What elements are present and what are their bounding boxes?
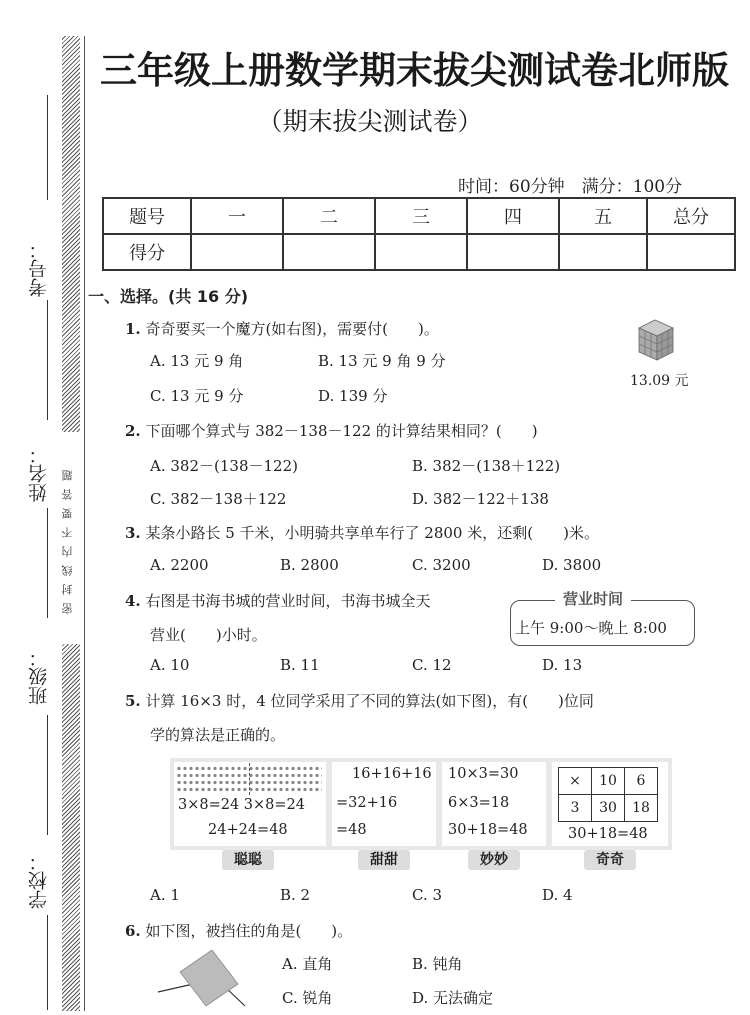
score-cell[interactable] — [375, 234, 467, 270]
grid-cell: × — [559, 768, 592, 795]
name-label: 姓名： — [28, 445, 50, 502]
grid-cell: 10 — [592, 768, 625, 795]
class-blank — [47, 508, 48, 618]
page-title: 三年级上册数学期末拔尖测试卷北师版 — [100, 49, 729, 92]
option-d[interactable]: D. 382－122＋138 — [412, 490, 549, 508]
exam-no-label: 考号： — [28, 240, 50, 297]
hidden-angle-figure — [150, 950, 260, 1010]
score-header-cell: 四 — [467, 198, 559, 234]
score-table — [102, 197, 736, 271]
student-name-tag: 妙妙 — [468, 850, 520, 870]
question-number: 1. — [125, 320, 141, 338]
time-score-info: 时间：60分钟 满分：100分 — [458, 177, 683, 197]
option-c[interactable]: C. 13 元 9 分 — [150, 387, 244, 405]
question-text: 右图是书海书城的营业时间，书海书城全天 — [145, 592, 431, 610]
score-header-cell: 一 — [191, 198, 283, 234]
student-name-tag: 甜甜 — [358, 850, 410, 870]
option-b[interactable]: B. 钝角 — [412, 955, 463, 973]
name-blank-top — [47, 300, 48, 420]
question-3 — [125, 522, 599, 543]
school-label: 学校： — [28, 852, 50, 909]
score-header-cell: 三 — [375, 198, 467, 234]
grid-cell: 18 — [625, 795, 658, 822]
method-text: =48 — [336, 822, 367, 838]
option-d[interactable]: D. 无法确定 — [412, 989, 494, 1007]
option-c[interactable]: C. 12 — [412, 656, 452, 674]
option-c[interactable]: C. 382－138＋122 — [150, 490, 287, 508]
method-text: 30+18=48 — [568, 826, 648, 842]
option-a[interactable]: A. 382－(138－122) — [150, 457, 298, 475]
rubiks-cube-icon — [635, 318, 677, 362]
question-text-cont: 学的算法是正确的。 — [150, 726, 286, 744]
option-a[interactable]: A. 直角 — [282, 955, 333, 973]
method-text: 16+16+16 — [352, 766, 432, 782]
option-d[interactable]: D. 139 分 — [318, 387, 388, 405]
question-text: 奇奇要买一个魔方(如右图)，需要付( )。 — [145, 320, 439, 338]
student-name-tag: 奇奇 — [584, 850, 636, 870]
option-b[interactable]: B. 2 — [280, 886, 311, 904]
option-c[interactable]: C. 3200 — [412, 556, 471, 574]
dot-array-divider — [249, 763, 251, 795]
option-b[interactable]: B. 382－(138＋122) — [412, 457, 561, 475]
question-number: 6. — [125, 922, 141, 940]
option-b[interactable]: B. 2800 — [280, 556, 339, 574]
method-text: =32+16 — [336, 795, 398, 811]
grid-cell: 6 — [625, 768, 658, 795]
option-a[interactable]: A. 10 — [150, 656, 190, 674]
score-header-row — [103, 198, 735, 234]
question-text: 计算 16×3 时，4 位同学采用了不同的算法(如下图)，有( )位同 — [145, 692, 594, 710]
method-text: 6×3=18 — [448, 795, 510, 811]
page-subtitle: （期末拔尖测试卷） — [257, 107, 483, 136]
score-row-label: 得分 — [103, 234, 191, 270]
option-b[interactable]: B. 11 — [280, 656, 320, 674]
section-heading: 一、选择。(共 16 分) — [88, 287, 249, 306]
student-name-tag: 聪聪 — [222, 850, 274, 870]
option-c[interactable]: C. 3 — [412, 886, 443, 904]
binding-line — [84, 36, 85, 1011]
score-header-cell: 二 — [283, 198, 375, 234]
question-text-cont: 营业( )小时。 — [150, 626, 267, 644]
method-text: 3×8=24 3×8=24 — [178, 797, 306, 813]
option-d[interactable]: D. 13 — [542, 656, 583, 674]
question-2 — [125, 420, 538, 441]
multiplication-grid — [558, 767, 658, 822]
question-text: 某条小路长 5 千米，小明骑共享单车行了 2800 米，还剩( )米。 — [145, 524, 599, 542]
method-text: 10×3=30 — [448, 766, 519, 782]
score-header-cell: 总分 — [647, 198, 735, 234]
exam-no-blank — [47, 95, 48, 200]
cube-price: 13.09 元 — [630, 373, 689, 389]
score-header-cell: 五 — [559, 198, 647, 234]
question-1 — [125, 318, 439, 339]
class-label: 班级： — [28, 648, 50, 705]
option-c[interactable]: C. 锐角 — [282, 989, 333, 1007]
question-4 — [125, 590, 430, 611]
score-value-row — [103, 234, 735, 270]
business-hours-text: 上午 9:00～晚上 8:00 — [515, 619, 667, 637]
method-text: 24+24=48 — [208, 822, 288, 838]
question-text: 如下图，被挡住的角是( )。 — [145, 922, 353, 940]
grid-cell: 30 — [592, 795, 625, 822]
score-cell[interactable] — [283, 234, 375, 270]
school-blank-bottom — [47, 915, 48, 1010]
score-cell[interactable] — [647, 234, 735, 270]
option-a[interactable]: A. 13 元 9 角 — [150, 352, 244, 370]
option-b[interactable]: B. 13 元 9 角 9 分 — [318, 352, 446, 370]
score-cell[interactable] — [559, 234, 647, 270]
method-text: 30+18=48 — [448, 822, 528, 838]
option-a[interactable]: A. 2200 — [150, 556, 209, 574]
option-d[interactable]: D. 4 — [542, 886, 573, 904]
seal-notice: 密封线内不要答题 — [60, 432, 82, 644]
business-hours-title: 营业时间 — [555, 588, 631, 609]
score-cell[interactable] — [467, 234, 559, 270]
question-number: 4. — [125, 592, 141, 610]
question-6 — [125, 920, 352, 941]
school-blank — [47, 715, 48, 835]
option-a[interactable]: A. 1 — [150, 886, 180, 904]
grid-cell: 3 — [559, 795, 592, 822]
option-d[interactable]: D. 3800 — [542, 556, 602, 574]
question-number: 3. — [125, 524, 141, 542]
question-number: 5. — [125, 692, 141, 710]
score-header-cell: 题号 — [103, 198, 191, 234]
question-text: 下面哪个算式与 382－138－122 的计算结果相同？( ) — [145, 422, 538, 440]
question-5 — [125, 690, 594, 711]
question-number: 2. — [125, 422, 141, 440]
score-cell[interactable] — [191, 234, 283, 270]
